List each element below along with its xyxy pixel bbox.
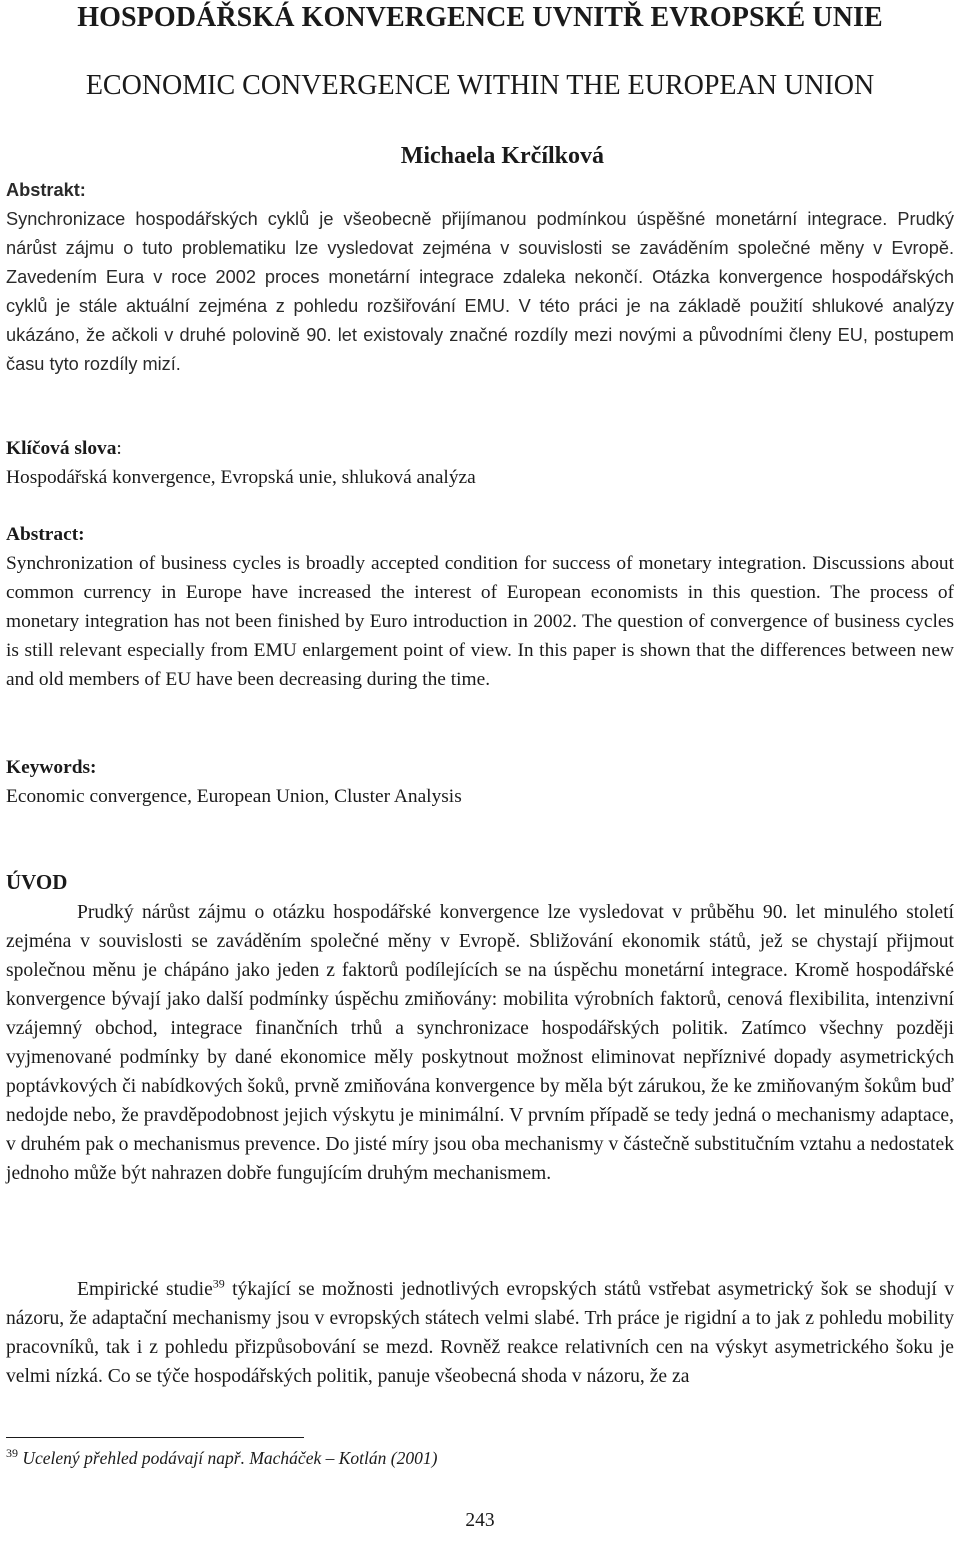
uvod-paragraph-1: Prudký nárůst zájmu o otázku hospodářské konvergence lze vysledovat v průběhu 90. let minulého století zejména v souvislosti se zaváděním společné měny v Evropě. Sbližování ekonomik států, jež se chystají přijmout společnou měnu je chápáno jako jeden z faktorů podílejících se na úspěchu monetární integrace. Kromě hospodářské konvergence bývají jako další podmínky úspěchu zmiňovány: mobilita výrobních faktorů, cenová flexibilita, intenzivní vzájemný obchod, integrace finančních trhů a synchronizace hospodářských politik. Zatímco všechny později vyjmenované podmínky by dané ekonomice měly poskytnout možnost eliminovat nepříznivé dopady asymetrických poptávkových či nabídkových šoků, prvně zmiňována konvergence by měla být zárukou, že ke zmiňovaným šokům buď nedojde nebo, že pravděpodobnost jejich výskytu je minimální. V prvním případě se tedy jedná o mechanismy adaptace, v druhém pak o mechanismus prevence. Do jisté míry jsou oba mechanismy v částečně substitučním vztahu a nedostatek jednoho může být nahrazen dobře fungujícím druhým mechanismem. xyxy=(6,902,954,1184)
klicova-slova-colon: : xyxy=(116,438,122,459)
footnote-number: 39 xyxy=(6,1446,18,1461)
klicova-slova-text: Hospodářská konvergence, Evropská unie, shluková analýza xyxy=(6,467,476,488)
footnote-divider xyxy=(6,1437,304,1438)
paragraph-2-start: Empirické studie xyxy=(77,1279,213,1300)
abstrakt-label: Abstrakt: xyxy=(6,180,86,200)
title-czech: HOSPODÁŘSKÁ KONVERGENCE UVNITŘ EVROPSKÉ UNIE xyxy=(77,2,883,33)
paragraph-2-rest: týkající se možnosti jednotlivých evropských států vstřebat asymetrický šok se shodují v názoru, že adaptační mechanismy jsou v evropských státech velmi slabé. Trh práce je rigidní a to jak z pohledu mobility pracovníků, tak i z pohledu přizpůsobování se mezd. Rovněž reakce relativních cen na výskyt asymetrického šoku je velmi nízká. Co se týče hospodářských politik, panuje všeobecná shoda v názoru, že za xyxy=(6,1279,954,1387)
abstract-section xyxy=(6,520,954,694)
abstract-text: Synchronization of business cycles is broadly accepted condition for success of monetary integration. Discussions about common currency in Europe have increased the interest of European economists in this question. The process of monetary integration has not been finished by Euro introduction in 2002. The question of convergence of business cycles is still relevant especially from EMU enlargement point of view. In this paper is shown that the differences between new and old members of EU have been decreasing during the time. xyxy=(6,553,954,690)
abstrakt-section xyxy=(6,176,954,379)
klicova-slova-label: Klíčová slova xyxy=(6,438,117,459)
author-name: Michaela Krčílková xyxy=(400,143,604,169)
klicova-slova-heading xyxy=(6,434,954,463)
footnote-reference: 39 xyxy=(212,1276,225,1291)
klicova-slova-section xyxy=(6,434,954,492)
abstrakt-text: Synchronizace hospodářských cyklů je všeobecně přijímanou podmínkou úspěšné monetární integrace. Prudký nárůst zájmu o tuto problematiku lze vysledovat zejména v souvislosti se zaváděním společné měny v Evropě. Zavedením Eura v roce 2002 proces monetární integrace zdaleka nekončí. Otázka konvergence hospodářských cyklů je stále aktuální zejména z pohledu rozšiřování EMU. V této práci je na základě použití shlukové analýzy ukázáno, že ačkoli v druhé polovině 90. let existovaly značné rozdíly mezi novými a původními členy EU, postupem času tyto rozdíly mizí. xyxy=(6,209,954,374)
title-english: ECONOMIC CONVERGENCE WITHIN THE EUROPEAN UNION xyxy=(85,70,875,101)
page-number: 243 xyxy=(465,1510,495,1531)
uvod-heading: ÚVOD xyxy=(6,870,68,894)
footnote xyxy=(6,1448,437,1469)
abstract-label: Abstract: xyxy=(6,524,85,545)
keywords-section xyxy=(6,753,954,811)
keywords-text: Economic convergence, European Union, Cluster Analysis xyxy=(6,786,462,807)
uvod-paragraph-2 xyxy=(6,1275,954,1391)
keywords-label: Keywords: xyxy=(6,757,97,778)
footnote-text: Ucelený přehled podávají např. Macháček – Kotlán (2001) xyxy=(22,1448,438,1468)
